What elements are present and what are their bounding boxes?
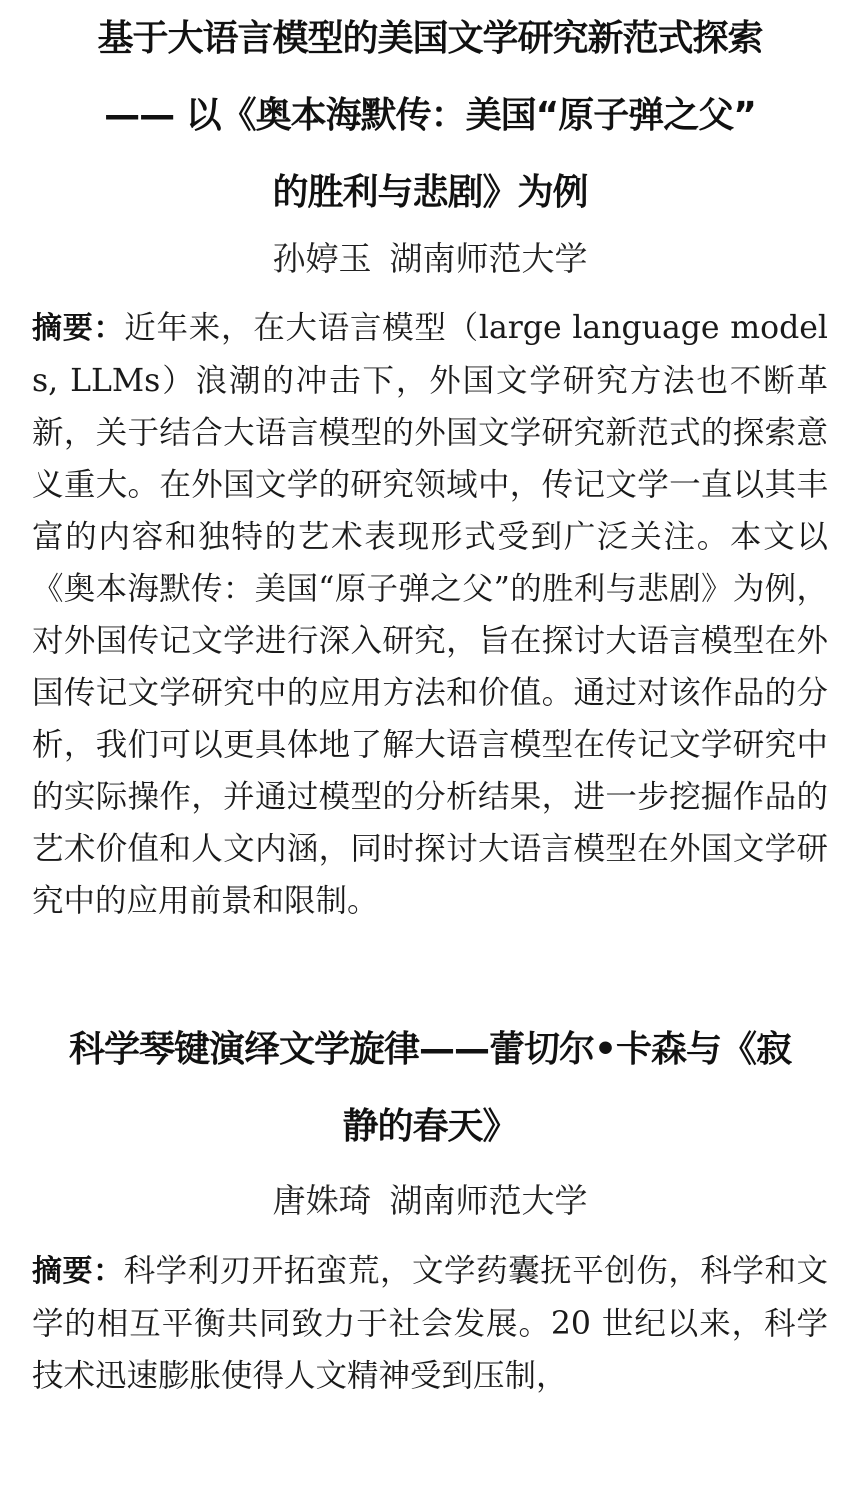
document-page: [32, 0, 828, 1402]
title-line-3: 的胜利与悲剧》为例: [272, 172, 588, 213]
title-line-1: 基于大语言模型的美国文学研究新范式探索: [97, 18, 763, 59]
title-line-2: 静的春天》: [342, 1106, 518, 1147]
author-name: 唐姝琦: [272, 1181, 372, 1220]
title-line-1: 科学琴键演绎文学旋律——蕾切尔•卡森与《寂: [68, 1029, 791, 1070]
author-affiliation: 湖南师范大学: [389, 239, 588, 278]
article-2: [32, 1011, 828, 1402]
article-title: [32, 0, 828, 231]
author-affiliation: 湖南师范大学: [389, 1181, 588, 1220]
title-line-2: —— 以《奥本海默传：美国“原子弹之父”: [104, 95, 756, 136]
abstract-paragraph: [32, 1245, 828, 1402]
abstract-text: 近年来，在大语言模型（large language models, LLMs）浪潮的冲击下，外国文学研究方法也不断革新，关于结合大语言模型的外国文学研究新范式的探索意义重大。在外国文学的研究领域中，传记文学一直以其丰富的内容和独特的艺术表现形式受到广泛关注。本文以《奥本海默传：美国“原子弹之父”的胜利与悲剧》为例，对外国传记文学进行深入研究，旨在探讨大语言模型在外国传记文学研究中的应用方法和价值。通过对该作品的分析，我们可以更具体地了解大语言模型在传记文学研究中的实际操作，并通过模型的分析结果，进一步挖掘作品的艺术价值和人文内涵，同时探讨大语言模型在外国文学研究中的应用前景和限制。: [32, 310, 829, 919]
article-1: [32, 0, 828, 927]
author-name: 孙婷玉: [272, 239, 372, 278]
abstract-text: 科学利刃开拓蛮荒，文学药囊抚平创伤，科学和文学的相互平衡共同致力于社会发展。20 世纪以来，科学技术迅速膨胀使得人文精神受到压制，: [32, 1253, 828, 1394]
abstract-label: 摘要：: [32, 1254, 124, 1289]
article-title: [32, 1011, 828, 1165]
author-line: [32, 1179, 828, 1223]
abstract-paragraph: [32, 302, 828, 927]
abstract-label: 摘要：: [32, 311, 125, 346]
author-line: [32, 237, 828, 281]
